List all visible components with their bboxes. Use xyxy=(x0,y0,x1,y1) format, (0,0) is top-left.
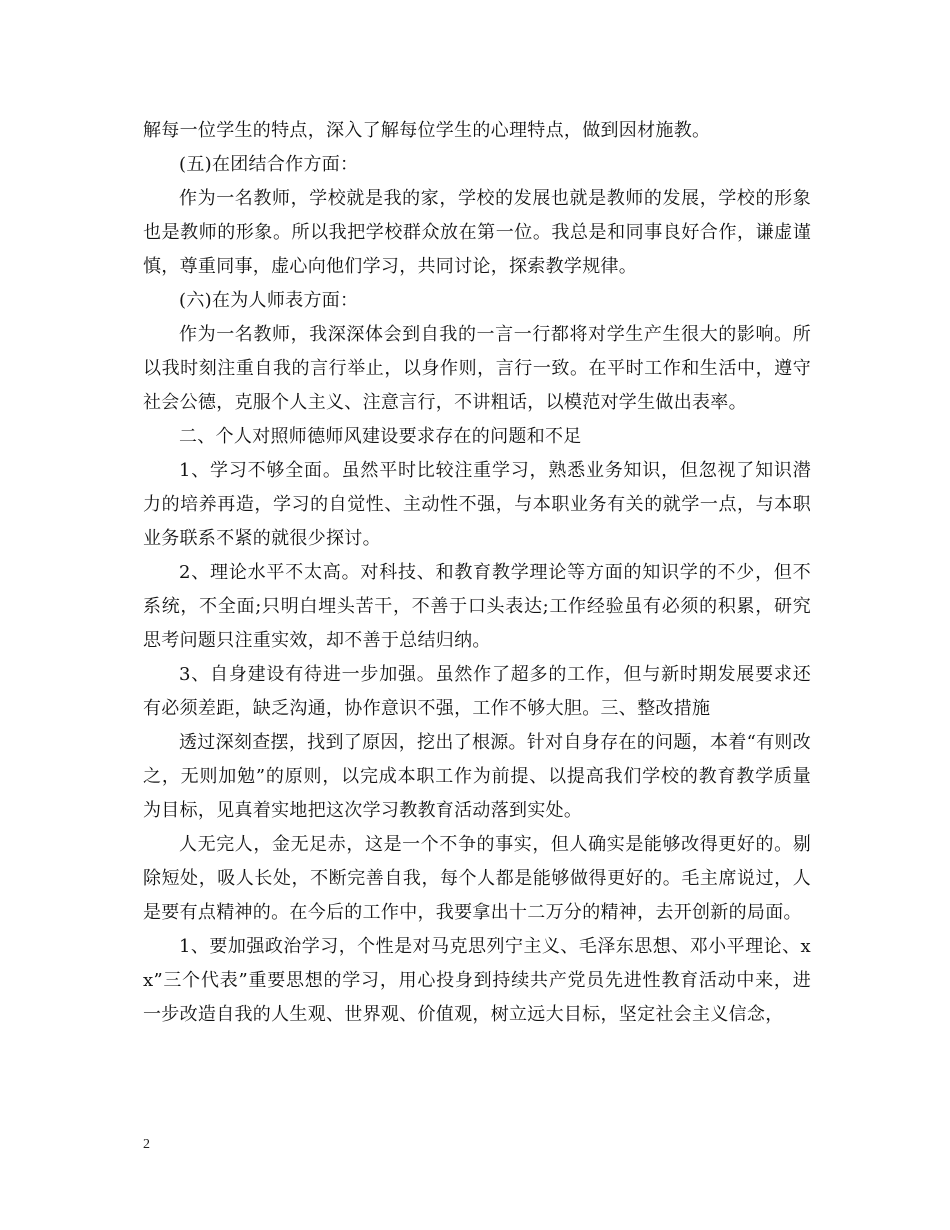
paragraph-5: 作为一名教师，我深深体会到自我的一言一行都将对学生产生很大的影响。所以我时刻注重自我的言行举止，以身作则，言行一致。在平时工作和生活中，遵守社会公德，克服个人主义、注意言行，不讲粗话，以模范对学生做出表率。 xyxy=(143,324,811,413)
paragraph-12: 1、要加强政治学习，个性是对马克思列宁主义、毛泽东思想、邓小平理论、xx”三个代表”重要思想的学习，用心投身到持续共产党员先进性教育活动中来，进一步改造自我的人生观、世界观、价值观，树立远大目标，坚定社会主义信念， xyxy=(143,936,811,1025)
page-number: 2 xyxy=(143,1137,150,1152)
paragraph-3: 作为一名教师，学校就是我的家，学校的发展也就是教师的发展，学校的形象也是教师的形象。所以我把学校群众放在第一位。我总是和同事良好合作，谦虚谨慎，尊重同事，虚心向他们学习，共同讨论，探索教学规律。 xyxy=(143,188,811,277)
paragraph-1: 解每一位学生的特点，深入了解每位学生的心理特点，做到因材施教。 xyxy=(143,120,711,141)
paragraph-2-heading: (五)在团结合作方面： xyxy=(179,154,359,175)
document-body xyxy=(143,114,811,1032)
paragraph-11: 人无完人，金无足赤，这是一个不争的事实，但人确实是能够改得更好的。剔除短处，吸人长处，不断完善自我，每个人都是能够做得更好的。毛主席说过，人是要有点精神的。在今后的工作中，我要拿出十二万分的精神，去开创新的局面。 xyxy=(143,834,811,923)
paragraph-6-heading: 二、个人对照师德师风建设要求存在的问题和不足 xyxy=(179,426,582,447)
paragraph-8: 2、理论水平不太高。对科技、和教育教学理论等方面的知识学的不少，但不系统，不全面;只明白埋头苦干，不善于口头表达;工作经验虽有必须的积累，研究思考问题只注重实效，却不善于总结归纳。 xyxy=(143,562,811,651)
paragraph-9: 3、自身建设有待进一步加强。虽然作了超多的工作，但与新时期发展要求还有必须差距，缺乏沟通，协作意识不强，工作不够大胆。三、整改措施 xyxy=(143,664,811,719)
paragraph-10: 透过深刻查摆，找到了原因，挖出了根源。针对自身存在的问题，本着“有则改之，无则加勉”的原则，以完成本职工作为前提、以提高我们学校的教育教学质量为目标，见真着实地把这次学习教教育活动落到实处。 xyxy=(143,732,811,821)
paragraph-7: 1、学习不够全面。虽然平时比较注重学习，熟悉业务知识，但忽视了知识潜力的培养再造，学习的自觉性、主动性不强，与本职业务有关的就学一点，与本职业务联系不紧的就很少探讨。 xyxy=(143,460,811,549)
paragraph-4-heading: (六)在为人师表方面： xyxy=(179,290,359,311)
